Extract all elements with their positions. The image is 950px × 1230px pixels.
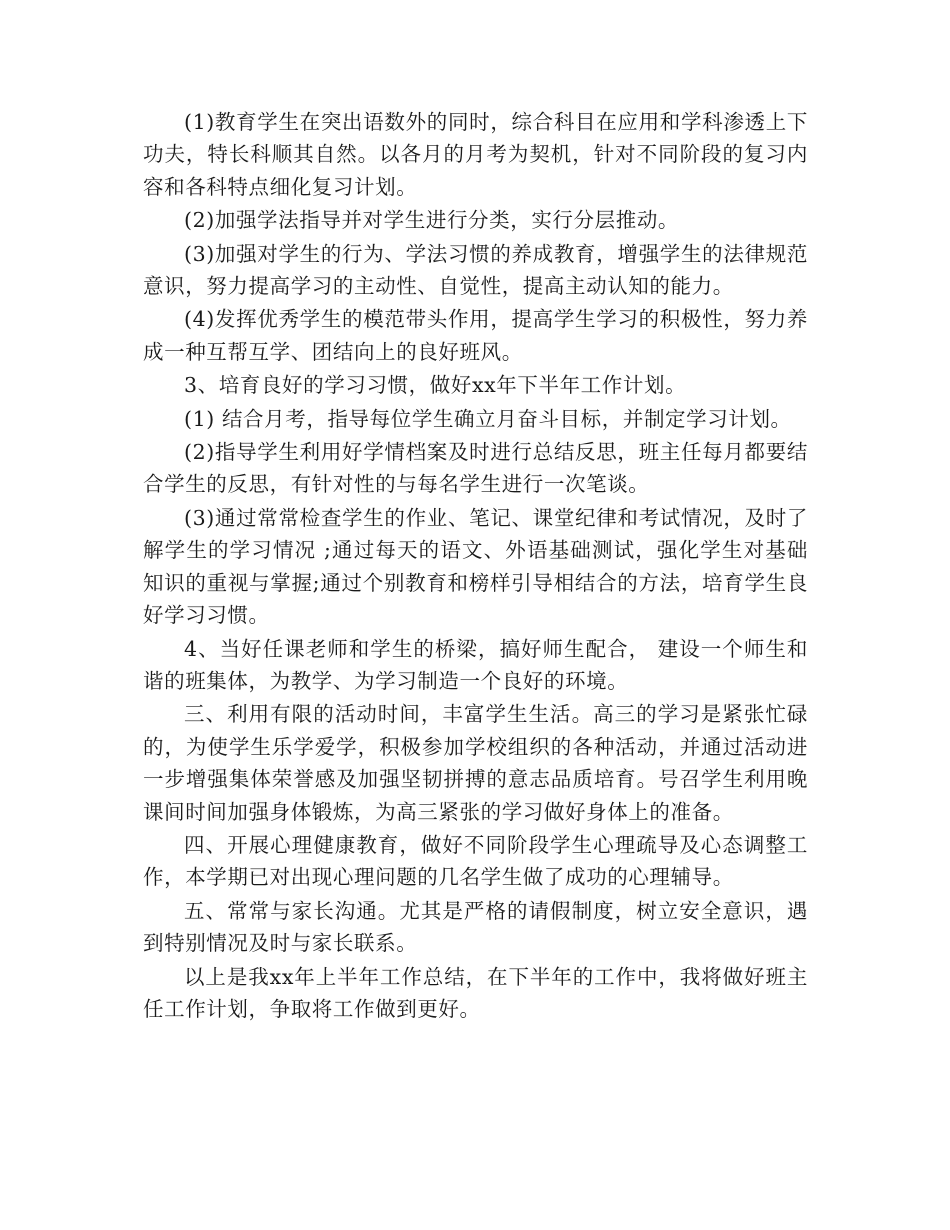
paragraph: (2)加强学法指导并对学生进行分类，实行分层推动。	[184, 208, 680, 233]
paragraph: (3)加强对学生的行为、学法习惯的养成教育，增强学生的法律规范意识，努力提高学习的主动性、自觉性，提高主动认知的能力。	[143, 241, 808, 299]
paragraph: 3、培育良好的学习习惯，做好xx年下半年工作计划。	[184, 373, 687, 398]
paragraph: (1)教育学生在突出语数外的同时，综合科目在应用和学科渗透上下功夫，特长科顺其自然。以各月的月考为契机，针对不同阶段的复习内容和各科特点细化复习计划。	[143, 110, 808, 199]
paragraph: (2)指导学生利用好学情档案及时进行总结反思，班主任每月都要结合学生的反思，有针对性的与每名学生进行一次笔谈。	[143, 440, 808, 497]
paragraph: (1) 结合月考，指导每位学生确立月奋斗目标，并制定学习计划。	[184, 406, 792, 431]
paragraph: (3)通过常常检查学生的作业、笔记、课堂纪律和考试情况，及时了解学生的学习情况 ;通过每天的语文、外语基础测试，强化学生对基础知识的重视与掌握;通过个别教育和榜样引导相结合的方法，培育学生良好学习习惯。	[143, 505, 808, 628]
paragraph: (4)发挥优秀学生的模范带头作用，提高学生学习的积极性，努力养成一种互帮互学、团结向上的良好班风。	[143, 307, 808, 364]
paragraph: 五、常常与家长沟通。尤其是严格的请假制度，树立安全意识，遇到特别情况及时与家长联系。	[143, 898, 808, 956]
paragraph: 以上是我xx年上半年工作总结，在下半年的工作中，我将做好班主任工作计划，争取将工作做到更好。	[143, 964, 808, 1021]
paragraph: 四、开展心理健康教育，做好不同阶段学生心理疏导及心态调整工作，本学期已对出现心理问题的几名学生做了成功的心理辅导。	[143, 832, 808, 890]
paragraph: 4、当好任课老师和学生的桥梁，搞好师生配合， 建设一个师生和谐的班集体，为教学、为学习制造一个良好的环境。	[143, 636, 808, 693]
paragraph: 三、利用有限的活动时间，丰富学生生活。高三的学习是紧张忙碌的，为使学生乐学爱学，积极参加学校组织的各种活动，并通过活动进一步增强集体荣誉感及加强坚韧拼搏的意志品质培育。号召学生利用晚课间时间加强身体锻炼，为高三紧张的学习做好身体上的准备。	[143, 702, 808, 824]
document-body	[143, 106, 808, 1026]
